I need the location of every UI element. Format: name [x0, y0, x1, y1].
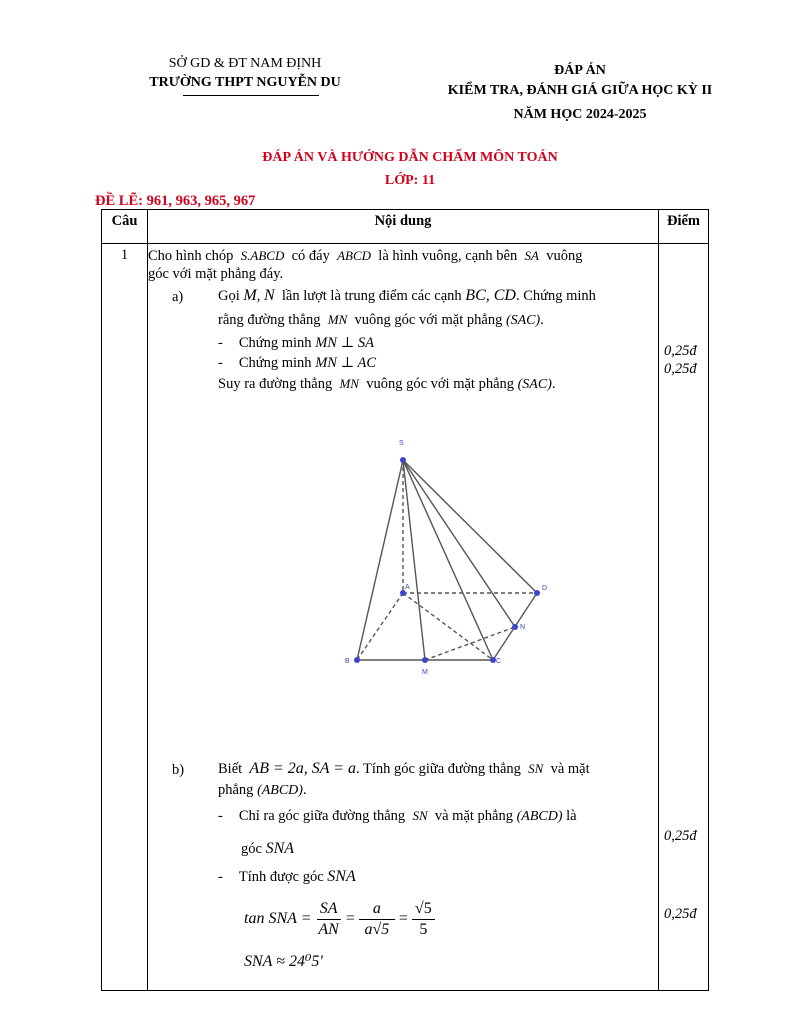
part-b-score-1: 0,25đ	[664, 828, 697, 844]
school-name: TRƯỜNG THPT NGUYỄN DU	[149, 75, 341, 90]
col-header-content: Nội dung	[374, 213, 432, 229]
point-n	[512, 624, 518, 630]
point-s	[400, 457, 406, 463]
point-d	[534, 590, 540, 596]
answer-title: ĐÁP ÁN VÀ HƯỚNG DẪN CHẤM MÔN TOÁN	[262, 150, 558, 165]
part-b-step1: - Chỉ ra góc giữa đường thẳng SN và mặt phẳng (ABCD) là	[218, 808, 577, 824]
point-b	[354, 657, 360, 663]
edge-sb	[357, 460, 403, 660]
part-b-line2: phẳng (ABCD).	[218, 782, 307, 798]
part-b-line1: Biết AB = 2a, SA = a. Tính góc giữa đường thẳng SN và mặt	[218, 760, 590, 777]
angle-result: SNA ≈ 24⁰5'	[244, 953, 323, 970]
question-number: 1	[120, 247, 129, 263]
part-a-step1: - Chứng minh MN ⊥ SA	[218, 335, 374, 351]
fraction-sa-an: $\frac{SA}{AN}$	[318, 899, 339, 938]
pyramid-figure	[330, 430, 570, 680]
point-m	[422, 657, 428, 663]
col-header-score: Điểm	[666, 213, 700, 229]
exam-name: KIỂM TRA, ĐÁNH GIÁ GIỮA HỌC KỲ II	[447, 83, 713, 98]
edge-sc	[403, 460, 493, 660]
school-underline	[183, 95, 319, 96]
q1-intro-line1: Cho hình chóp S.ABCD có đáy ABCD là hình vuông, cạnh bên SA vuông	[148, 248, 583, 264]
part-a-step2: - Chứng minh MN ⊥ AC	[218, 355, 377, 371]
label-b: B	[345, 658, 350, 665]
edge-mn	[425, 627, 515, 660]
part-a-label: a)	[172, 289, 184, 305]
part-a-line2: rằng đường thẳng MN vuông góc với mặt phẳng (SAC).	[218, 312, 544, 328]
fraction-a-asqrt5: $\frac{a}{a√5}$	[359, 899, 395, 940]
q1-intro-line2: góc với mặt phẳng đáy.	[148, 266, 284, 282]
edge-sn	[403, 460, 515, 627]
edge-ab	[357, 593, 403, 660]
label-d: D	[542, 585, 548, 592]
part-b-step1-cont: góc SNA	[241, 840, 295, 857]
part-b-label: b)	[172, 762, 185, 778]
col-header-question: Câu	[111, 213, 138, 229]
edge-ac	[403, 593, 493, 660]
doc-type: ĐÁP ÁN	[554, 63, 606, 78]
dept-name: SỞ GD & ĐT NAM ĐỊNH	[168, 56, 322, 71]
label-n: N	[520, 624, 526, 631]
label-m: M	[422, 669, 428, 676]
exam-codes: ĐỀ LẼ: 961, 963, 965, 967	[95, 193, 256, 209]
part-a-conclusion: Suy ra đường thẳng MN vuông góc với mặt phẳng (SAC).	[218, 376, 556, 392]
part-a-score-1: 0,25đ	[664, 343, 697, 359]
fraction-sqrt5-5: $\frac{√5}{5}$	[412, 899, 435, 940]
part-b-score-2: 0,25đ	[664, 906, 697, 922]
part-a-score-2: 0,25đ	[664, 361, 697, 377]
label-a: A	[405, 584, 410, 591]
school-year: NĂM HỌC 2024-2025	[513, 107, 647, 122]
label-c: C	[496, 658, 502, 665]
edge-sm	[403, 460, 425, 660]
label-s: S	[399, 440, 404, 447]
grade-label: LỚP: 11	[384, 173, 436, 188]
tan-formula: tan SNA = $\frac{SA}{AN}$ = $\frac{a}{a√5}$ = $\frac{√5}{5}$	[244, 891, 439, 947]
edge-sd	[403, 460, 537, 593]
part-a-line1: Gọi M, N lần lượt là trung điểm các cạnh BC, CD. Chứng minh	[218, 287, 596, 304]
part-b-step2: - Tính được góc SNA	[218, 868, 356, 885]
